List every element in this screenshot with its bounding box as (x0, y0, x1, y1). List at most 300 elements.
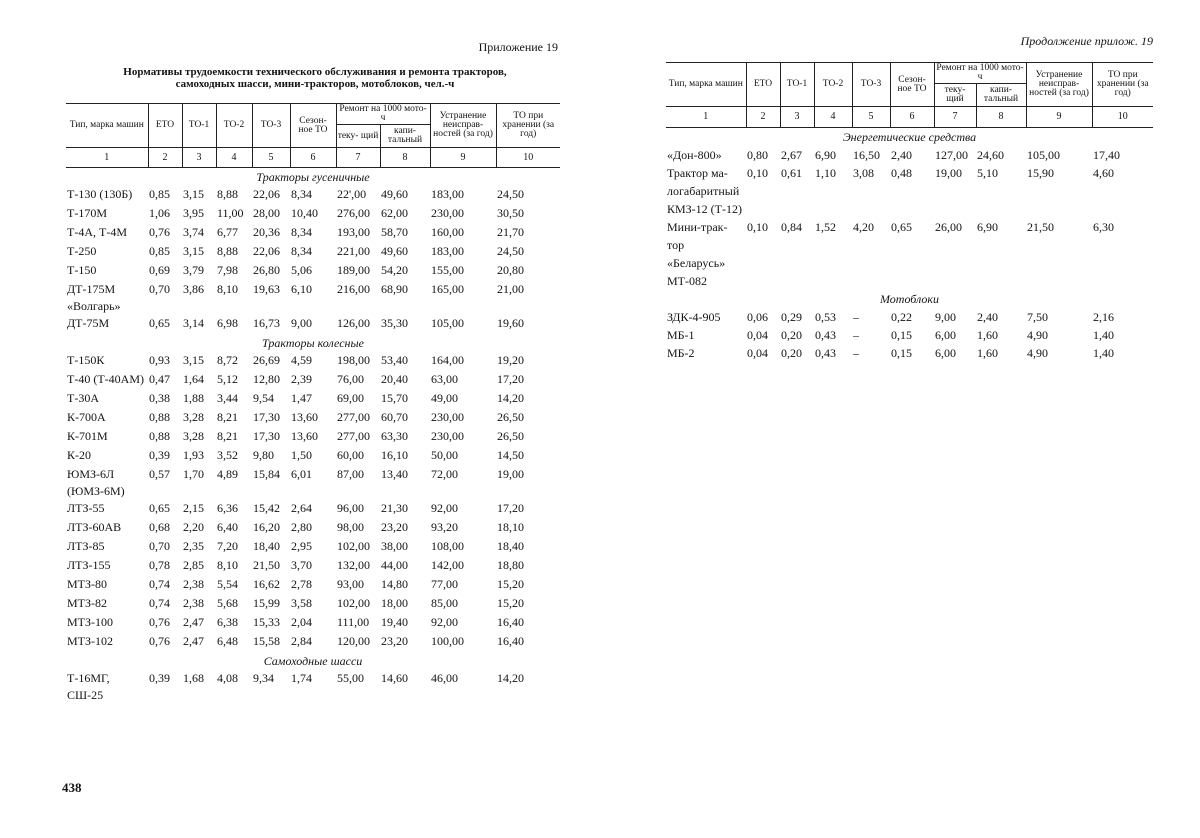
value-cell: – (853, 328, 859, 342)
table-row (66, 614, 560, 633)
value-cell: 63,00 (431, 372, 458, 386)
value-cell: 3,28 (183, 410, 204, 424)
column-number: 5 (252, 148, 290, 168)
value-cell: 16,40 (497, 615, 524, 629)
machine-name-cell: Мини-трак- тор «Беларусь» МТ-082 (667, 220, 728, 288)
value-cell: 22,06 (253, 244, 280, 258)
value-cell: 102,00 (337, 539, 370, 553)
value-cell: 1,68 (183, 671, 204, 685)
value-cell: 10,40 (291, 206, 318, 220)
value-cell: 49,60 (381, 187, 408, 201)
left-body (66, 168, 560, 705)
value-cell: 16,20 (253, 520, 280, 534)
value-cell: 16,50 (853, 148, 880, 162)
value-cell: 0,78 (149, 558, 170, 572)
value-cell: 1,70 (183, 467, 204, 481)
value-cell: 100,00 (431, 634, 464, 648)
table-row (66, 595, 560, 614)
table-row (66, 281, 560, 315)
value-cell: 14,20 (497, 391, 524, 405)
value-cell: 6,30 (1093, 220, 1114, 234)
value-cell: 230,00 (431, 206, 464, 220)
value-cell: 85,00 (431, 596, 458, 610)
value-cell: 76,00 (337, 372, 364, 386)
value-cell: 0,43 (815, 328, 836, 342)
machine-name-cell: ДТ-75М (67, 316, 110, 330)
value-cell: 23,20 (381, 520, 408, 534)
machine-name-cell: ЗДК-4-905 (667, 310, 721, 324)
norms-table-right (666, 62, 1153, 362)
value-cell: 17,40 (1093, 148, 1120, 162)
value-cell: 0,93 (149, 353, 170, 367)
column-number: 4 (814, 107, 852, 128)
value-cell: 9,34 (253, 671, 274, 685)
table-row (66, 519, 560, 538)
column-number: 2 (148, 148, 182, 168)
value-cell: 6,38 (217, 615, 238, 629)
col-eto: ЕТО (148, 104, 182, 148)
value-cell: 20,80 (497, 263, 524, 277)
table-row (66, 371, 560, 390)
column-number: 10 (496, 148, 560, 168)
value-cell: 111,00 (337, 615, 370, 629)
table-row (66, 186, 560, 205)
col-storage: ТО при хранении (за год) (1092, 63, 1153, 107)
value-cell: 0,22 (891, 310, 912, 324)
value-cell: 1,60 (977, 328, 998, 342)
value-cell: 0,65 (891, 220, 912, 234)
value-cell: 13,60 (291, 429, 318, 443)
table-row (666, 308, 1153, 326)
col-eto: ЕТО (746, 63, 780, 107)
table-row (66, 315, 560, 334)
value-cell: 183,00 (431, 187, 464, 201)
machine-name-cell: Трактор ма- логабаритный КМЗ-12 (Т-12) (667, 166, 742, 216)
value-cell: 92,00 (431, 615, 458, 629)
machine-name-cell: Т-40 (Т-40АМ) (67, 372, 144, 386)
value-cell: 20,36 (253, 225, 280, 239)
table-row (66, 538, 560, 557)
value-cell: 19,60 (497, 316, 524, 330)
value-cell: 22,06 (253, 187, 280, 201)
col-repair-current: теку- щий (934, 84, 976, 107)
machine-name-cell: Т-170М (67, 206, 107, 220)
machine-name-cell: МТЗ-100 (67, 615, 114, 629)
value-cell: 26,50 (497, 410, 524, 424)
value-cell: 8,10 (217, 282, 238, 296)
value-cell: 9,00 (291, 316, 312, 330)
value-cell: 16,10 (381, 448, 408, 462)
machine-name-cell: Т-4А, Т-4М (67, 225, 127, 239)
table-row (66, 633, 560, 652)
col-to2: ТО-2 (814, 63, 852, 107)
value-cell: 14,20 (497, 671, 524, 685)
value-cell: 1,64 (183, 372, 204, 386)
page-number: 438 (62, 780, 82, 795)
col-fix: Устранение неисправ- ностей (за год) (1026, 63, 1092, 107)
value-cell: 164,00 (431, 353, 464, 367)
value-cell: 2,16 (1093, 310, 1114, 324)
value-cell: 3,58 (291, 596, 312, 610)
value-cell: 96,00 (337, 501, 364, 515)
value-cell: 9,54 (253, 391, 274, 405)
value-cell: 0,74 (149, 577, 170, 591)
value-cell: 3,08 (853, 166, 874, 180)
value-cell: 17,30 (253, 429, 280, 443)
value-cell: 1,60 (977, 346, 998, 360)
col-repair: Ремонт на 1000 мото-ч (336, 104, 430, 125)
column-number: 6 (290, 148, 336, 168)
value-cell: 0,57 (149, 467, 170, 481)
value-cell: 0,88 (149, 429, 170, 443)
table-row (666, 164, 1153, 218)
value-cell: 142,00 (431, 558, 464, 572)
value-cell: 6,10 (291, 282, 312, 296)
table-row (66, 670, 560, 704)
value-cell: 21,70 (497, 225, 524, 239)
value-cell: 2,39 (291, 372, 312, 386)
value-cell: 77,00 (431, 577, 458, 591)
machine-name-cell: Т-150 (67, 263, 97, 277)
value-cell: 6,40 (217, 520, 238, 534)
table-row (66, 466, 560, 500)
machine-name-cell: ЛТЗ-85 (67, 539, 105, 553)
value-cell: 18,40 (253, 539, 280, 553)
value-cell: 21,00 (497, 282, 524, 296)
machine-name-cell: МБ-2 (667, 346, 695, 360)
value-cell: 6,01 (291, 467, 312, 481)
value-cell: 17,30 (253, 410, 280, 424)
section-title: Тракторы гусеничные (256, 170, 370, 184)
value-cell: 3,15 (183, 187, 204, 201)
value-cell: 18,40 (497, 539, 524, 553)
value-cell: 2,64 (291, 501, 312, 515)
value-cell: 0,70 (149, 539, 170, 553)
value-cell: 0,47 (149, 372, 170, 386)
value-cell: 1,40 (1093, 328, 1114, 342)
value-cell: 3,44 (217, 391, 238, 405)
value-cell: 26,80 (253, 263, 280, 277)
section-header-row (666, 128, 1153, 147)
value-cell: 26,50 (497, 429, 524, 443)
value-cell: 17,20 (497, 501, 524, 515)
column-number: 7 (934, 107, 976, 128)
table-row (66, 205, 560, 224)
section-title: Мотоблоки (879, 292, 940, 306)
value-cell: 5,12 (217, 372, 238, 386)
value-cell: 230,00 (431, 410, 464, 424)
table-row (66, 576, 560, 595)
title-line-2: самоходных шасси, мини-тракторов, мотоблоков, чел.-ч (175, 78, 455, 90)
value-cell: 193,00 (337, 225, 370, 239)
value-cell: 0,53 (815, 310, 836, 324)
machine-name-cell: ЛТЗ-155 (67, 558, 111, 572)
value-cell: 3,86 (183, 282, 204, 296)
value-cell: 1,74 (291, 671, 312, 685)
column-number: 6 (890, 107, 934, 128)
value-cell: 15,90 (1027, 166, 1054, 180)
value-cell: 0,10 (747, 166, 768, 180)
value-cell: 19,63 (253, 282, 280, 296)
section-header-row (666, 290, 1153, 308)
value-cell: 21,30 (381, 501, 408, 515)
value-cell: 0,76 (149, 634, 170, 648)
value-cell: 0,43 (815, 346, 836, 360)
value-cell: 4,59 (291, 353, 312, 367)
value-cell: 0,48 (891, 166, 912, 180)
value-cell: 24,60 (977, 148, 1004, 162)
value-cell: 8,34 (291, 187, 312, 201)
value-cell: 183,00 (431, 244, 464, 258)
value-cell: 8,72 (217, 353, 238, 367)
machine-name-cell: МТЗ-102 (67, 634, 114, 648)
value-cell: 8,21 (217, 429, 238, 443)
value-cell: 0,29 (781, 310, 802, 324)
value-cell: 0,38 (149, 391, 170, 405)
value-cell: 5,54 (217, 577, 238, 591)
value-cell: 4,20 (853, 220, 874, 234)
col-season: Сезон- ное ТО (290, 104, 336, 148)
col-to1: ТО-1 (182, 104, 216, 148)
value-cell: 20,40 (381, 372, 408, 386)
value-cell: 14,60 (381, 671, 408, 685)
value-cell: 2,40 (891, 148, 912, 162)
value-cell: 127,00 (935, 148, 968, 162)
value-cell: 28,00 (253, 206, 280, 220)
machine-name-cell: Т-30А (67, 391, 99, 405)
column-number: 8 (976, 107, 1026, 128)
value-cell: 4,90 (1027, 328, 1048, 342)
machine-name-cell: МБ-1 (667, 328, 695, 342)
section-title: Тракторы колесные (262, 336, 364, 350)
table-row (666, 218, 1153, 290)
value-cell: 3,15 (183, 353, 204, 367)
value-cell: 2,67 (781, 148, 802, 162)
value-cell: 0,61 (781, 166, 802, 180)
column-number: 9 (1026, 107, 1092, 128)
value-cell: 5,10 (977, 166, 998, 180)
value-cell: 24,50 (497, 244, 524, 258)
col-to2: ТО-2 (216, 104, 252, 148)
value-cell: 62,00 (381, 206, 408, 220)
continuation-label: Продолжение прилож. 19 (1020, 34, 1153, 48)
value-cell: 9,00 (935, 310, 956, 324)
column-numbers-row (666, 107, 1153, 128)
table-row (66, 500, 560, 519)
value-cell: 0,04 (747, 328, 768, 342)
value-cell: 92,00 (431, 501, 458, 515)
value-cell: 4,90 (1027, 346, 1048, 360)
value-cell: 126,00 (337, 316, 370, 330)
value-cell: 11,00 (217, 206, 244, 220)
value-cell: 2,80 (291, 520, 312, 534)
value-cell: 102,00 (337, 596, 370, 610)
table-row (66, 557, 560, 576)
section-header-row (66, 652, 560, 670)
value-cell: 8,10 (217, 558, 238, 572)
machine-name-cell: К-700А (67, 410, 106, 424)
value-cell: 189,00 (337, 263, 370, 277)
value-cell: 6,90 (815, 148, 836, 162)
table-row (666, 326, 1153, 344)
column-number: 5 (852, 107, 890, 128)
value-cell: 108,00 (431, 539, 464, 553)
value-cell: 230,00 (431, 429, 464, 443)
col-repair: Ремонт на 1000 мото-ч (934, 63, 1026, 84)
value-cell: 5,06 (291, 263, 312, 277)
machine-name-cell: «Дон-800» (667, 148, 722, 162)
col-to1: ТО-1 (780, 63, 814, 107)
table-row (666, 344, 1153, 362)
value-cell: 2,15 (183, 501, 204, 515)
value-cell: 2,04 (291, 615, 312, 629)
column-number: 3 (182, 148, 216, 168)
value-cell: 6,36 (217, 501, 238, 515)
section-title: Самоходные шасси (263, 654, 363, 668)
value-cell: 19,20 (497, 353, 524, 367)
value-cell: 8,34 (291, 244, 312, 258)
value-cell: 15,33 (253, 615, 280, 629)
section-header-row (66, 168, 560, 187)
value-cell: 2,78 (291, 577, 312, 591)
column-number: 4 (216, 148, 252, 168)
value-cell: – (853, 310, 859, 324)
value-cell: 0,06 (747, 310, 768, 324)
value-cell: 2,35 (183, 539, 204, 553)
value-cell: 2,47 (183, 634, 204, 648)
value-cell: 2,40 (977, 310, 998, 324)
value-cell: 0,68 (149, 520, 170, 534)
value-cell: 105,00 (431, 316, 464, 330)
value-cell: 198,00 (337, 353, 370, 367)
value-cell: 15,99 (253, 596, 280, 610)
col-type: Тип, марка машин (66, 104, 148, 148)
section-header-row (66, 334, 560, 352)
value-cell: 0,80 (747, 148, 768, 162)
value-cell: 44,00 (381, 558, 408, 572)
machine-name-cell: Т-16МГ, СШ-25 (67, 671, 110, 702)
value-cell: 105,00 (1027, 148, 1060, 162)
value-cell: 0,85 (149, 244, 170, 258)
value-cell: 276,00 (337, 206, 370, 220)
value-cell: 8,88 (217, 244, 238, 258)
value-cell: 7,98 (217, 263, 238, 277)
value-cell: 7,50 (1027, 310, 1048, 324)
value-cell: 30,50 (497, 206, 524, 220)
value-cell: 4,08 (217, 671, 238, 685)
value-cell: 15,20 (497, 596, 524, 610)
col-storage: ТО при хранении (за год) (496, 104, 560, 148)
value-cell: 0,39 (149, 671, 170, 685)
value-cell: 0,65 (149, 501, 170, 515)
machine-name-cell: ЛТЗ-55 (67, 501, 105, 515)
value-cell: 24,50 (497, 187, 524, 201)
value-cell: 19,00 (935, 166, 962, 180)
value-cell: 19,00 (497, 467, 524, 481)
value-cell: 15,58 (253, 634, 280, 648)
value-cell: 69,00 (337, 391, 364, 405)
value-cell: 165,00 (431, 282, 464, 296)
value-cell: 132,00 (337, 558, 370, 572)
right-page (660, 0, 1155, 838)
norms-table-left (66, 103, 560, 704)
title-line-1: Нормативы трудоемкости технического обслуживания и ремонта тракторов, (123, 66, 507, 78)
value-cell: 17,20 (497, 372, 524, 386)
column-numbers-row (66, 148, 560, 168)
value-cell: 1,88 (183, 391, 204, 405)
machine-name-cell: Т-130 (130Б) (67, 187, 133, 201)
value-cell: 98,00 (337, 520, 364, 534)
value-cell: 160,00 (431, 225, 464, 239)
table-row (66, 224, 560, 243)
value-cell: 216,00 (337, 282, 370, 296)
value-cell: 0,69 (149, 263, 170, 277)
value-cell: 0,15 (891, 346, 912, 360)
table-row (666, 146, 1153, 164)
value-cell: 0,04 (747, 346, 768, 360)
column-number: 8 (380, 148, 430, 168)
value-cell: 49,00 (431, 391, 458, 405)
value-cell: 0,84 (781, 220, 802, 234)
value-cell: 15,42 (253, 501, 280, 515)
value-cell: 6,90 (977, 220, 998, 234)
value-cell: 21,50 (1027, 220, 1054, 234)
table-row (66, 390, 560, 409)
table-row (66, 409, 560, 428)
machine-name-cell: ДТ-175М «Волгарь» (67, 282, 121, 313)
value-cell: 12,80 (253, 372, 280, 386)
appendix-label: Приложение 19 (478, 40, 558, 54)
value-cell: 15,20 (497, 577, 524, 591)
value-cell: 58,70 (381, 225, 408, 239)
machine-name-cell: МТЗ-82 (67, 596, 108, 610)
value-cell: 68,90 (381, 282, 408, 296)
value-cell: 0,88 (149, 410, 170, 424)
value-cell: 16,40 (497, 634, 524, 648)
value-cell: 18,00 (381, 596, 408, 610)
value-cell: 2,84 (291, 634, 312, 648)
machine-name-cell: ЮМЗ-6Л (ЮМЗ-6М) (67, 467, 125, 498)
section-title: Энергетические средства (842, 130, 977, 144)
value-cell: 93,00 (337, 577, 364, 591)
table-title (70, 66, 560, 90)
value-cell: 26,00 (935, 220, 962, 234)
value-cell: 49,60 (381, 244, 408, 258)
value-cell: 0,76 (149, 225, 170, 239)
value-cell: 120,00 (337, 634, 370, 648)
right-body (666, 128, 1153, 363)
value-cell: 221,00 (337, 244, 370, 258)
value-cell: 13,40 (381, 467, 408, 481)
value-cell: 4,89 (217, 467, 238, 481)
machine-name-cell: МТЗ-80 (67, 577, 108, 591)
value-cell: 5,68 (217, 596, 238, 610)
value-cell: 155,00 (431, 263, 464, 277)
value-cell: 23,20 (381, 634, 408, 648)
value-cell: 7,20 (217, 539, 238, 553)
value-cell: 6,48 (217, 634, 238, 648)
value-cell: 18,80 (497, 558, 524, 572)
col-fix: Устранение неисправ- ностей (за год) (430, 104, 496, 148)
machine-name-cell: К-701М (67, 429, 108, 443)
value-cell: 14,50 (497, 448, 524, 462)
value-cell: 1,47 (291, 391, 312, 405)
value-cell: 1,06 (149, 206, 170, 220)
value-cell: 0,39 (149, 448, 170, 462)
value-cell: 15,70 (381, 391, 408, 405)
value-cell: 2,85 (183, 558, 204, 572)
value-cell: 55,00 (337, 671, 364, 685)
